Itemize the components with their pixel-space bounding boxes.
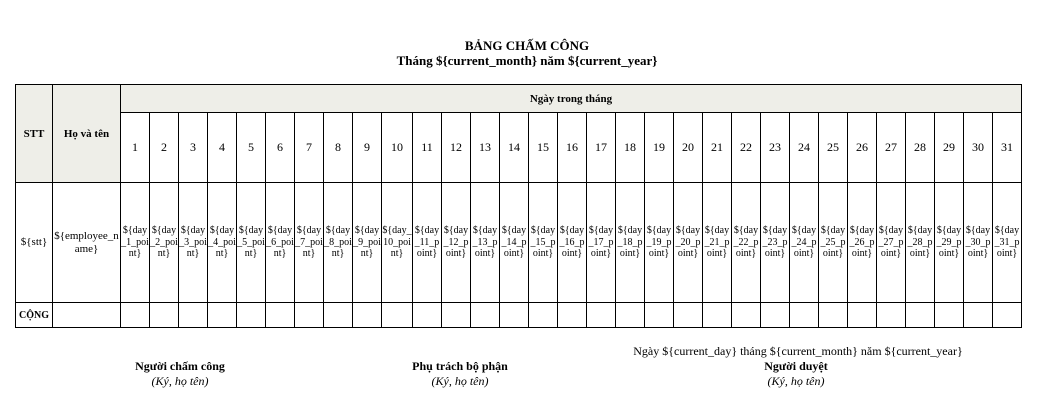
day-header-2: 2 (150, 113, 179, 183)
timekeeper-hint: (Ký, họ tên) (151, 374, 209, 388)
day-header-20: 20 (674, 113, 703, 183)
day-total-cell-1 (121, 303, 150, 328)
day-point-cell-30: ${day_30_point} (964, 183, 993, 303)
day-point-cell-28: ${day_28_point} (906, 183, 935, 303)
day-total-cell-10 (382, 303, 413, 328)
day-total-cell-3 (179, 303, 208, 328)
day-header-17: 17 (587, 113, 616, 183)
day-point-cell-3: ${day_3_point} (179, 183, 208, 303)
day-point-cell-29: ${day_29_point} (935, 183, 964, 303)
day-header-9: 9 (353, 113, 382, 183)
day-total-cell-30 (964, 303, 993, 328)
day-total-cell-24 (790, 303, 819, 328)
day-header-21: 21 (703, 113, 732, 183)
timekeeper-role: Người chấm công (135, 359, 225, 373)
day-point-cell-4: ${day_4_point} (208, 183, 237, 303)
day-header-19: 19 (645, 113, 674, 183)
day-total-cell-20 (674, 303, 703, 328)
day-header-6: 6 (266, 113, 295, 183)
day-point-cell-14: ${day_14_point} (500, 183, 529, 303)
day-header-16: 16 (558, 113, 587, 183)
day-total-cell-4 (208, 303, 237, 328)
day-header-29: 29 (935, 113, 964, 183)
day-header-14: 14 (500, 113, 529, 183)
day-point-cell-5: ${day_5_point} (237, 183, 266, 303)
day-total-cell-21 (703, 303, 732, 328)
day-total-cell-5 (237, 303, 266, 328)
stt-header: STT (16, 85, 53, 183)
total-label-cell: CỘNG (16, 303, 53, 328)
day-header-26: 26 (848, 113, 877, 183)
day-point-cell-25: ${day_25_point} (819, 183, 848, 303)
day-point-cell-2: ${day_2_point} (150, 183, 179, 303)
day-header-15: 15 (529, 113, 558, 183)
day-header-18: 18 (616, 113, 645, 183)
day-header-22: 22 (732, 113, 761, 183)
document-subtitle: Tháng ${current_month} năm ${current_year} (396, 53, 658, 68)
day-header-24: 24 (790, 113, 819, 183)
day-total-cell-9 (353, 303, 382, 328)
day-total-cell-7 (295, 303, 324, 328)
day-total-cell-14 (500, 303, 529, 328)
day-point-cell-18: ${day_18_point} (616, 183, 645, 303)
day-header-5: 5 (237, 113, 266, 183)
day-point-cell-12: ${day_12_point} (442, 183, 471, 303)
day-total-cell-23 (761, 303, 790, 328)
day-total-cell-6 (266, 303, 295, 328)
day-total-cell-11 (413, 303, 442, 328)
day-total-cell-12 (442, 303, 471, 328)
department-head-role: Phụ trách bộ phận (412, 359, 508, 373)
day-point-cell-22: ${day_22_point} (732, 183, 761, 303)
day-total-cell-25 (819, 303, 848, 328)
day-point-cell-6: ${day_6_point} (266, 183, 295, 303)
day-point-cell-8: ${day_8_point} (324, 183, 353, 303)
approver-role: Người duyệt (764, 359, 828, 373)
approver-signature (706, 359, 886, 389)
day-point-cell-21: ${day_21_point} (703, 183, 732, 303)
day-total-cell-8 (324, 303, 353, 328)
day-point-cell-10: ${day_10_point} (382, 183, 413, 303)
day-point-cell-31: ${day_31_point} (993, 183, 1022, 303)
day-total-cell-27 (877, 303, 906, 328)
day-total-cell-17 (587, 303, 616, 328)
day-total-cell-19 (645, 303, 674, 328)
timekeeper-signature (90, 359, 270, 389)
day-header-11: 11 (413, 113, 442, 183)
day-point-cell-7: ${day_7_point} (295, 183, 324, 303)
approver-hint: (Ký, họ tên) (767, 374, 825, 388)
day-total-cell-29 (935, 303, 964, 328)
day-header-8: 8 (324, 113, 353, 183)
day-header-4: 4 (208, 113, 237, 183)
day-total-cell-31 (993, 303, 1022, 328)
day-point-cell-13: ${day_13_point} (471, 183, 500, 303)
day-header-23: 23 (761, 113, 790, 183)
day-point-cell-17: ${day_17_point} (587, 183, 616, 303)
day-total-cell-15 (529, 303, 558, 328)
department-head-hint: (Ký, họ tên) (431, 374, 489, 388)
name-header: Họ và tên (53, 85, 121, 183)
day-total-cell-16 (558, 303, 587, 328)
day-total-cell-26 (848, 303, 877, 328)
document-title: BẢNG CHẤM CÔNG (464, 38, 590, 53)
day-header-28: 28 (906, 113, 935, 183)
day-header-31: 31 (993, 113, 1022, 183)
day-header-12: 12 (442, 113, 471, 183)
department-head-signature (370, 359, 550, 389)
day-header-1: 1 (121, 113, 150, 183)
day-point-cell-15: ${day_15_point} (529, 183, 558, 303)
day-point-cell-20: ${day_20_point} (674, 183, 703, 303)
day-total-cell-18 (616, 303, 645, 328)
day-point-cell-16: ${day_16_point} (558, 183, 587, 303)
day-point-cell-23: ${day_23_point} (761, 183, 790, 303)
day-point-cell-26: ${day_26_point} (848, 183, 877, 303)
day-total-cell-2 (150, 303, 179, 328)
day-header-13: 13 (471, 113, 500, 183)
days-group-header: Ngày trong tháng (121, 85, 1022, 113)
attendance-table (15, 84, 1022, 328)
day-header-3: 3 (179, 113, 208, 183)
day-point-cell-1: ${day_1_point} (121, 183, 150, 303)
day-header-27: 27 (877, 113, 906, 183)
day-point-cell-24: ${day_24_point} (790, 183, 819, 303)
day-total-cell-22 (732, 303, 761, 328)
stt-cell: ${stt} (16, 183, 53, 303)
day-header-30: 30 (964, 113, 993, 183)
day-total-cell-13 (471, 303, 500, 328)
day-header-10: 10 (382, 113, 413, 183)
day-point-cell-27: ${day_27_point} (877, 183, 906, 303)
employee-name-cell: ${employee_name} (53, 183, 121, 303)
total-empty-cell (53, 303, 121, 328)
day-point-cell-11: ${day_11_point} (413, 183, 442, 303)
day-header-25: 25 (819, 113, 848, 183)
day-header-7: 7 (295, 113, 324, 183)
day-point-cell-9: ${day_9_point} (353, 183, 382, 303)
day-point-cell-19: ${day_19_point} (645, 183, 674, 303)
day-total-cell-28 (906, 303, 935, 328)
approval-date-line: Ngày ${current_day} tháng ${current_month} năm ${current_year} (633, 344, 963, 358)
